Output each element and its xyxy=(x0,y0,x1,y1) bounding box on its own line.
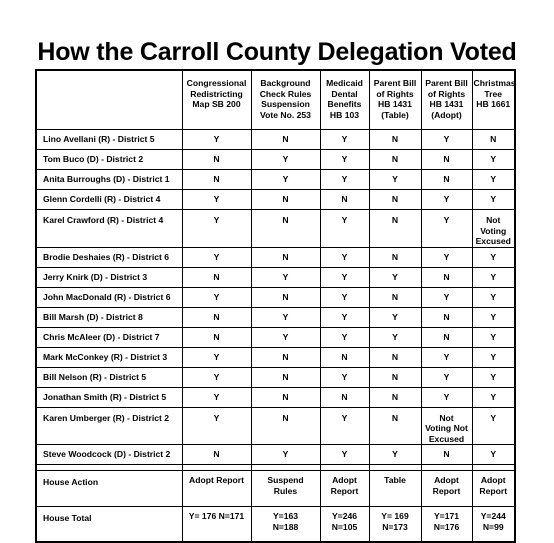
vote-cell xyxy=(320,347,369,367)
cell-line: HB 1661 xyxy=(476,99,511,109)
vote-cell xyxy=(182,367,251,387)
vote-cell xyxy=(251,387,320,407)
cell-line: N xyxy=(341,351,348,362)
cell-line: HB 103 xyxy=(329,109,360,120)
cell-line: N xyxy=(213,154,220,165)
cell-line: Y xyxy=(341,331,348,342)
cell-line: Y xyxy=(341,174,348,185)
vote-cell xyxy=(182,445,251,465)
vote-cell xyxy=(421,130,472,150)
cell-line: Y xyxy=(282,271,289,282)
cell-line: N xyxy=(443,449,450,460)
cell-line: N xyxy=(391,391,399,402)
vote-cell xyxy=(182,190,251,210)
vote-cell xyxy=(182,150,251,170)
cell-line: N xyxy=(391,412,399,423)
cell-line: of Rights xyxy=(427,88,466,99)
vote-cell xyxy=(421,387,472,407)
member-name: John MacDonald (R) - District 6 xyxy=(36,287,182,307)
cell-line: N xyxy=(213,449,220,460)
vote-cell xyxy=(369,327,421,347)
vote-cell xyxy=(472,287,515,307)
cell-line: Y xyxy=(213,351,220,362)
cell-line: Report xyxy=(479,485,508,496)
vote-cell xyxy=(421,287,472,307)
cell-line: Y xyxy=(341,311,348,322)
cell-line: Y xyxy=(490,412,497,423)
cell-line: Excused xyxy=(428,433,465,444)
cell-line: Redistricting xyxy=(190,88,243,99)
vote-cell xyxy=(320,190,369,210)
cell-line: Suspension xyxy=(261,99,310,109)
cell-line: (Table) xyxy=(381,109,409,120)
house-action-row-cell xyxy=(369,471,421,507)
vote-cell xyxy=(251,307,320,327)
vote-cell xyxy=(421,327,472,347)
cell-line: Y xyxy=(443,251,450,262)
vote-cell xyxy=(251,347,320,367)
cell-line: N xyxy=(391,351,399,362)
cell-line: N xyxy=(391,194,399,205)
house-total-row xyxy=(36,507,515,543)
vote-cell xyxy=(182,210,251,248)
vote-cell xyxy=(369,247,421,267)
cell-line: N=99 xyxy=(482,521,504,532)
cell-line: N xyxy=(391,251,399,262)
vote-cell xyxy=(369,307,421,327)
cell-line: N xyxy=(391,215,399,225)
member-name: Lino Avellani (R) - District 5 xyxy=(36,130,182,150)
cell-line: N xyxy=(282,391,289,402)
cell-line: Y=163 xyxy=(272,511,299,521)
table-row xyxy=(36,387,515,407)
cell-line: Y xyxy=(341,251,348,262)
vote-cell xyxy=(421,407,472,445)
house-total-row-cell xyxy=(472,507,515,543)
cell-line: Y xyxy=(490,351,497,362)
member-name: Brodie Deshaies (R) - District 6 xyxy=(36,247,182,267)
vote-cell xyxy=(182,387,251,407)
vote-cell xyxy=(182,407,251,445)
cell-line: Y xyxy=(490,174,497,185)
member-name: Anita Burroughs (D) - District 1 xyxy=(36,170,182,190)
vote-cell xyxy=(182,327,251,347)
vote-cell xyxy=(472,367,515,387)
column-header xyxy=(472,70,515,130)
cell-line: Y xyxy=(341,215,348,225)
cell-line: Y xyxy=(392,331,398,342)
column-header xyxy=(320,70,369,130)
vote-cell xyxy=(421,150,472,170)
cell-line: Y xyxy=(213,291,220,302)
cell-line: Parent Bill xyxy=(373,78,417,88)
vote-cell xyxy=(472,445,515,465)
member-name: Mark McConkey (R) - District 3 xyxy=(36,347,182,367)
house-total-row-label: House Total xyxy=(36,507,182,543)
vote-cell xyxy=(421,247,472,267)
cell-line: Background xyxy=(260,78,311,88)
vote-cell xyxy=(369,267,421,287)
cell-line: Suspend xyxy=(267,475,304,485)
vote-cell xyxy=(320,327,369,347)
vote-cell xyxy=(320,445,369,465)
cell-line: N xyxy=(282,371,289,382)
vote-cell xyxy=(472,130,515,150)
table-row xyxy=(36,170,515,190)
vote-cell xyxy=(369,190,421,210)
member-name: Tom Buco (D) - District 2 xyxy=(36,150,182,170)
vote-cell xyxy=(421,267,472,287)
vote-cell xyxy=(251,150,320,170)
vote-cell xyxy=(472,190,515,210)
corner-cell xyxy=(36,70,182,130)
page-title: How the Carroll County Delegation Voted xyxy=(37,38,517,66)
cell-line: Y xyxy=(282,154,289,165)
cell-line: Congressional xyxy=(186,78,247,88)
cell-line: Y xyxy=(392,449,398,460)
cell-line: N=105 xyxy=(331,521,358,532)
vote-cell xyxy=(369,347,421,367)
vote-cell xyxy=(251,367,320,387)
column-header xyxy=(421,70,472,130)
cell-line: N xyxy=(443,174,450,185)
cell-line: Y= 176 N=171 xyxy=(188,511,245,521)
vote-cell xyxy=(320,170,369,190)
cell-line: N xyxy=(490,134,497,145)
vote-cell xyxy=(182,247,251,267)
house-action-row xyxy=(36,471,515,507)
cell-line: Y=171 xyxy=(433,511,460,521)
cell-line: N xyxy=(213,174,220,185)
vote-cell xyxy=(421,307,472,327)
cell-line: Y xyxy=(282,449,289,460)
table-row xyxy=(36,367,515,387)
cell-line: Table xyxy=(384,475,406,485)
house-action-row-cell xyxy=(251,471,320,507)
cell-line: Dental xyxy=(331,88,358,99)
vote-cell xyxy=(320,407,369,445)
vote-cell xyxy=(251,247,320,267)
cell-line: HB 1431 xyxy=(378,99,412,109)
cell-line: Y xyxy=(443,351,450,362)
house-total-row-cell xyxy=(320,507,369,543)
vote-cell xyxy=(251,267,320,287)
vote-cell xyxy=(472,387,515,407)
table-row xyxy=(36,445,515,465)
cell-line: N xyxy=(391,371,399,382)
cell-line: Y xyxy=(490,251,497,262)
cell-line: N xyxy=(443,311,450,322)
vote-cell xyxy=(421,347,472,367)
vote-cell xyxy=(251,190,320,210)
member-name: Glenn Cordelli (R) - District 4 xyxy=(36,190,182,210)
cell-line: N xyxy=(341,391,348,402)
column-header xyxy=(369,70,421,130)
member-name: Jonathan Smith (R) - District 5 xyxy=(36,387,182,407)
vote-cell xyxy=(472,327,515,347)
cell-line: Y xyxy=(443,391,450,402)
table-row xyxy=(36,287,515,307)
vote-cell xyxy=(421,210,472,248)
vote-cell xyxy=(251,210,320,248)
vote-cell xyxy=(182,130,251,150)
cell-line: N xyxy=(443,331,450,342)
vote-cell xyxy=(320,287,369,307)
cell-line: Y xyxy=(213,215,220,225)
cell-line: (Adopt) xyxy=(431,109,462,120)
vote-cell xyxy=(421,445,472,465)
cell-line: N xyxy=(282,215,289,225)
cell-line: N xyxy=(443,154,450,165)
cell-line: Y xyxy=(490,154,497,165)
table-row xyxy=(36,130,515,150)
member-name: Karen Umberger (R) - District 2 xyxy=(36,407,182,445)
vote-cell xyxy=(472,247,515,267)
cell-line: Y xyxy=(213,134,220,145)
cell-line: N xyxy=(282,351,289,362)
cell-line: Not xyxy=(439,412,454,423)
house-total-row-cell xyxy=(182,507,251,543)
vote-cell xyxy=(182,347,251,367)
table-row xyxy=(36,150,515,170)
cell-line: Y xyxy=(392,271,398,282)
cell-line: Y xyxy=(213,412,220,423)
vote-cell xyxy=(369,150,421,170)
vote-cell xyxy=(320,210,369,248)
cell-line: Y xyxy=(392,174,398,185)
cell-line: Map SB 200 xyxy=(192,99,241,109)
vote-cell xyxy=(472,267,515,287)
vote-cell xyxy=(320,247,369,267)
cell-line: N xyxy=(391,134,399,145)
cell-line: Report xyxy=(432,485,461,496)
cell-line: Excused xyxy=(475,236,511,246)
cell-line: N xyxy=(213,271,220,282)
table-row xyxy=(36,210,515,248)
vote-cell xyxy=(472,347,515,367)
cell-line: Vote No. 253 xyxy=(260,109,311,120)
member-name: Bill Marsh (D) - District 8 xyxy=(36,307,182,327)
house-action-row-cell xyxy=(182,471,251,507)
vote-cell xyxy=(251,445,320,465)
cell-line: N=173 xyxy=(382,521,408,532)
cell-line: Y xyxy=(213,251,220,262)
cell-line: Y xyxy=(443,371,450,382)
cell-line: Y xyxy=(443,291,450,302)
cell-line: Adopt xyxy=(434,475,459,485)
vote-cell xyxy=(472,210,515,248)
vote-cell xyxy=(369,367,421,387)
cell-line: Y xyxy=(490,449,497,460)
vote-cell xyxy=(472,307,515,327)
cell-line: Y= 169 xyxy=(381,511,409,521)
cell-line: Y xyxy=(490,331,497,342)
cell-line: Y xyxy=(282,174,289,185)
cell-line: Y=246 xyxy=(331,511,358,521)
cell-line: HB 1431 xyxy=(429,99,464,109)
cell-line: Y xyxy=(490,391,497,402)
vote-cell xyxy=(320,367,369,387)
cell-line: Y xyxy=(341,134,348,145)
cell-line: Y xyxy=(443,134,450,145)
vote-cell xyxy=(320,387,369,407)
house-total-row-cell xyxy=(369,507,421,543)
house-action-row-cell xyxy=(472,471,515,507)
cell-line: Y xyxy=(341,449,348,460)
cell-line: N xyxy=(391,291,399,302)
cell-line: N xyxy=(282,251,289,262)
member-name: Jerry Knirk (D) - District 3 xyxy=(36,267,182,287)
table-row xyxy=(36,190,515,210)
cell-line: Y xyxy=(341,371,348,382)
vote-cell xyxy=(182,170,251,190)
cell-line: Voting Not xyxy=(425,423,468,433)
table-row xyxy=(36,347,515,367)
cell-line: Not Voting xyxy=(480,215,507,236)
vote-cell xyxy=(182,287,251,307)
vote-cell xyxy=(320,307,369,327)
vote-table-body xyxy=(36,130,515,543)
cell-line: Y xyxy=(282,311,289,322)
table-row xyxy=(36,327,515,347)
cell-line: Y xyxy=(490,311,497,322)
vote-cell xyxy=(472,170,515,190)
cell-line: Y xyxy=(213,194,220,205)
vote-cell xyxy=(369,170,421,190)
cell-line: Tree xyxy=(484,88,503,99)
cell-line: Parent Bill xyxy=(425,78,468,88)
house-total-row-cell xyxy=(421,507,472,543)
cell-line: Benefits xyxy=(327,99,362,109)
house-action-row-cell xyxy=(320,471,369,507)
cell-line: Y xyxy=(341,154,348,165)
cell-line: Y xyxy=(443,194,450,205)
cell-line: N=176 xyxy=(433,521,460,532)
cell-line: Check Rules xyxy=(259,88,312,99)
vote-cell xyxy=(320,130,369,150)
vote-cell xyxy=(369,287,421,307)
column-header xyxy=(182,70,251,130)
cell-line: Y xyxy=(213,391,220,402)
cell-line: N xyxy=(341,194,348,205)
vote-cell xyxy=(369,445,421,465)
cell-line: N xyxy=(282,412,289,423)
vote-cell xyxy=(369,387,421,407)
cell-line: Y xyxy=(213,371,220,382)
vote-cell xyxy=(421,170,472,190)
cell-line: N xyxy=(443,271,450,282)
cell-line: Y xyxy=(490,194,497,205)
vote-cell xyxy=(251,407,320,445)
table-row xyxy=(36,267,515,287)
cell-line: of Rights xyxy=(376,88,414,99)
cell-line: Y xyxy=(341,291,348,302)
cell-line: Christmas xyxy=(473,78,516,88)
cell-line: N xyxy=(282,134,289,145)
vote-cell xyxy=(369,407,421,445)
cell-line: Rules xyxy=(273,485,298,496)
vote-cell xyxy=(251,327,320,347)
cell-line: Report xyxy=(330,485,359,496)
house-action-row-cell xyxy=(421,471,472,507)
table-row xyxy=(36,307,515,327)
member-name: Steve Woodcock (D) - District 2 xyxy=(36,445,182,465)
vote-cell xyxy=(421,367,472,387)
header-row xyxy=(36,70,515,130)
member-name: Chris McAleer (D) - District 7 xyxy=(36,327,182,347)
cell-line: Y xyxy=(282,331,289,342)
vote-cell xyxy=(472,150,515,170)
cell-line: Y xyxy=(490,371,497,382)
vote-cell xyxy=(251,130,320,150)
cell-line: Medicaid xyxy=(326,78,363,88)
cell-line: N xyxy=(391,154,399,165)
vote-cell xyxy=(251,287,320,307)
cell-line: Y=244 xyxy=(480,511,506,521)
table-row xyxy=(36,247,515,267)
cell-line: Y xyxy=(341,271,348,282)
member-name: Bill Nelson (R) - District 5 xyxy=(36,367,182,387)
vote-cell xyxy=(320,150,369,170)
vote-cell xyxy=(182,267,251,287)
cell-line: Y xyxy=(341,412,348,423)
cell-line: N xyxy=(282,291,289,302)
cell-line: Adopt xyxy=(332,475,357,485)
house-total-row-cell xyxy=(251,507,320,543)
vote-table xyxy=(35,69,516,543)
cell-line: Y xyxy=(443,215,450,225)
cell-line: N xyxy=(213,331,220,342)
vote-cell xyxy=(472,407,515,445)
column-header xyxy=(251,70,320,130)
vote-cell xyxy=(251,170,320,190)
vote-cell xyxy=(369,210,421,248)
cell-line: Y xyxy=(490,291,497,302)
cell-line: Adopt xyxy=(480,475,506,485)
cell-line: N xyxy=(282,194,289,205)
member-name: Karel Crawford (R) - District 4 xyxy=(36,210,182,248)
cell-line: Adopt Report xyxy=(189,475,244,485)
vote-cell xyxy=(320,267,369,287)
cell-line: Y xyxy=(392,311,398,322)
table-row xyxy=(36,407,515,445)
vote-cell xyxy=(421,190,472,210)
house-action-row-label: House Action xyxy=(36,471,182,507)
vote-cell xyxy=(369,130,421,150)
cell-line: Y xyxy=(490,271,497,282)
cell-line: N=188 xyxy=(272,521,299,532)
cell-line: N xyxy=(213,311,220,322)
vote-cell xyxy=(182,307,251,327)
